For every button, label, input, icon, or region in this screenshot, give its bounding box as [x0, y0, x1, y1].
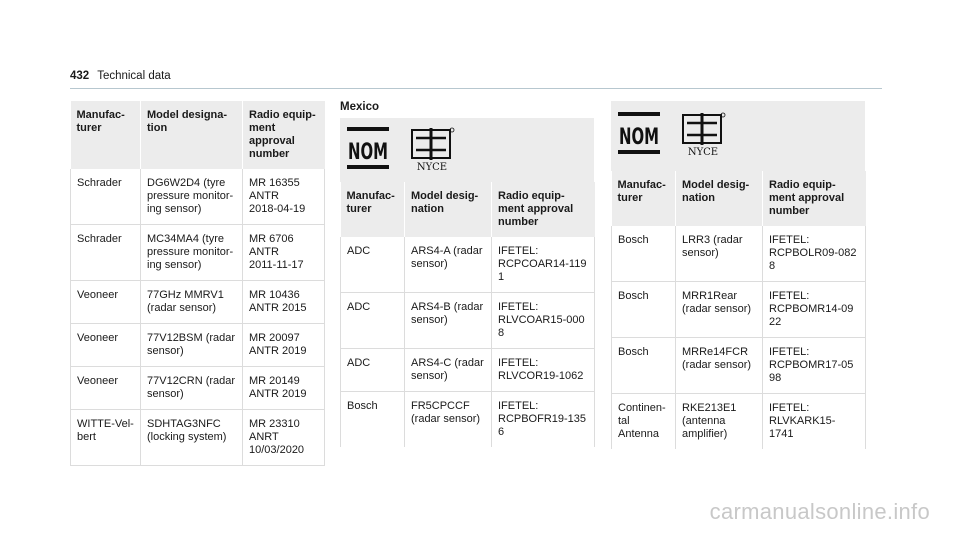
- table-row: [612, 394, 866, 450]
- page-header: [70, 70, 171, 82]
- certification-logos: [340, 118, 594, 182]
- table-cell: Veoneer: [71, 281, 141, 324]
- table-cell: MC34MA4 (tyre pressure monitor‐ ing sensor): [141, 225, 243, 281]
- table-cell: WITTE-Vel‐ bert: [71, 410, 141, 466]
- nyce-logo-icon: [408, 126, 456, 172]
- approval-table-mexico-2: [611, 171, 866, 449]
- table-row: [341, 237, 595, 293]
- table-cell: MR 20149 ANTR 2019: [243, 367, 325, 410]
- table-cell: Veoneer: [71, 367, 141, 410]
- table-header-row: [71, 101, 325, 169]
- table-cell: MR 10436 ANTR 2015: [243, 281, 325, 324]
- column-header: Model designa‐ tion: [141, 101, 243, 169]
- column-header: Manufac‐ turer: [341, 182, 405, 237]
- table-cell: 77GHz MMRV1 (radar sensor): [141, 281, 243, 324]
- table-body: [71, 169, 325, 466]
- table-row: [71, 169, 325, 225]
- table-cell: IFETEL: RLVCOR19-1062: [492, 349, 595, 392]
- column-header: Manufac‐ turer: [612, 171, 676, 226]
- table-cell: Bosch: [612, 338, 676, 394]
- table-cell: IFETEL: RCPBOFR19-135 6: [492, 392, 595, 448]
- nyce-logo-icon: [679, 111, 727, 157]
- table-cell: ADC: [341, 237, 405, 293]
- column-header: Radio equip‐ ment approval number: [763, 171, 866, 226]
- table-cell: DG6W2D4 (tyre pressure monitor‐ ing sensor): [141, 169, 243, 225]
- table-cell: IFETEL: RLVCOAR15-000 8: [492, 293, 595, 349]
- table-row: [71, 324, 325, 367]
- watermark-text: carmanualsonline.info: [709, 499, 930, 524]
- nom-logo-icon: [346, 126, 390, 170]
- table-cell: 77V12BSM (radar sensor): [141, 324, 243, 367]
- table-row: [71, 225, 325, 281]
- table-cell: IFETEL: RCPBOMR14-09 22: [763, 282, 866, 338]
- table-cell: ARS4-B (radar sensor): [405, 293, 492, 349]
- approval-table-mexico-1: [340, 182, 595, 447]
- svg-text:NYCE: NYCE: [416, 162, 448, 173]
- table-cell: ARS4-A (radar sensor): [405, 237, 492, 293]
- table-cell: Schrader: [71, 225, 141, 281]
- section-title-mexico: Mexico: [340, 101, 379, 113]
- svg-text:NOM: NOM: [619, 125, 659, 150]
- table-body: [341, 237, 595, 447]
- table-row: [341, 293, 595, 349]
- table-cell: MR 20097 ANTR 2019: [243, 324, 325, 367]
- table-cell: Bosch: [341, 392, 405, 448]
- table-cell: MR 23310 ANRT 10/03/2020: [243, 410, 325, 466]
- table-cell: FR5CPCCF (radar sensor): [405, 392, 492, 448]
- column-header: Model desig‐ nation: [676, 171, 763, 226]
- right-table-column: [611, 101, 865, 449]
- middle-table-column: [340, 118, 594, 447]
- table-cell: MRR1Rear (radar sensor): [676, 282, 763, 338]
- table-cell: ARS4-C (radar sensor): [405, 349, 492, 392]
- table-cell: IFETEL: RCPCOAR14-119 1: [492, 237, 595, 293]
- table-header-row: [612, 171, 866, 226]
- column-header: Radio equip‐ ment approval number: [492, 182, 595, 237]
- table-cell: IFETEL: RLVKARK15-1741: [763, 394, 866, 450]
- table-row: [612, 226, 866, 282]
- page-title: Technical data: [97, 70, 171, 82]
- table-cell: IFETEL: RCPBOMR17-05 98: [763, 338, 866, 394]
- table-cell: IFETEL: RCPBOLR09-082 8: [763, 226, 866, 282]
- table-header-row: [341, 182, 595, 237]
- column-header: Radio equip‐ ment approval number: [243, 101, 325, 169]
- nom-logo-icon: [617, 111, 661, 155]
- table-cell: SDHTAG3NFC (locking system): [141, 410, 243, 466]
- table-row: [341, 349, 595, 392]
- table-cell: LRR3 (radar sensor): [676, 226, 763, 282]
- table-row: [71, 367, 325, 410]
- table-cell: ADC: [341, 293, 405, 349]
- column-header: Manufac‐ turer: [71, 101, 141, 169]
- table-row: [71, 410, 325, 466]
- table-cell: MR 16355 ANTR 2018-04-19: [243, 169, 325, 225]
- column-header: Model desig‐ nation: [405, 182, 492, 237]
- table-cell: Bosch: [612, 282, 676, 338]
- table-cell: 77V12CRN (radar sensor): [141, 367, 243, 410]
- svg-text:NOM: NOM: [348, 140, 388, 165]
- table-cell: Veoneer: [71, 324, 141, 367]
- left-table-column: [70, 101, 324, 466]
- table-cell: MR 6706 ANTR 2011-11-17: [243, 225, 325, 281]
- table-body: [612, 226, 866, 449]
- table-cell: Bosch: [612, 226, 676, 282]
- table-cell: RKE213E1 (antenna amplifier): [676, 394, 763, 450]
- table-cell: Continen‐ tal Antenna: [612, 394, 676, 450]
- svg-text:NYCE: NYCE: [687, 147, 719, 158]
- approval-table-left: [70, 101, 325, 466]
- table-row: [612, 338, 866, 394]
- table-row: [71, 281, 325, 324]
- table-cell: ADC: [341, 349, 405, 392]
- table-row: [341, 392, 595, 448]
- table-cell: Schrader: [71, 169, 141, 225]
- page-number: 432: [70, 70, 90, 82]
- header-divider: [70, 88, 882, 89]
- certification-logos: [611, 101, 865, 171]
- table-row: [612, 282, 866, 338]
- table-cell: MRRe14FCR (radar sensor): [676, 338, 763, 394]
